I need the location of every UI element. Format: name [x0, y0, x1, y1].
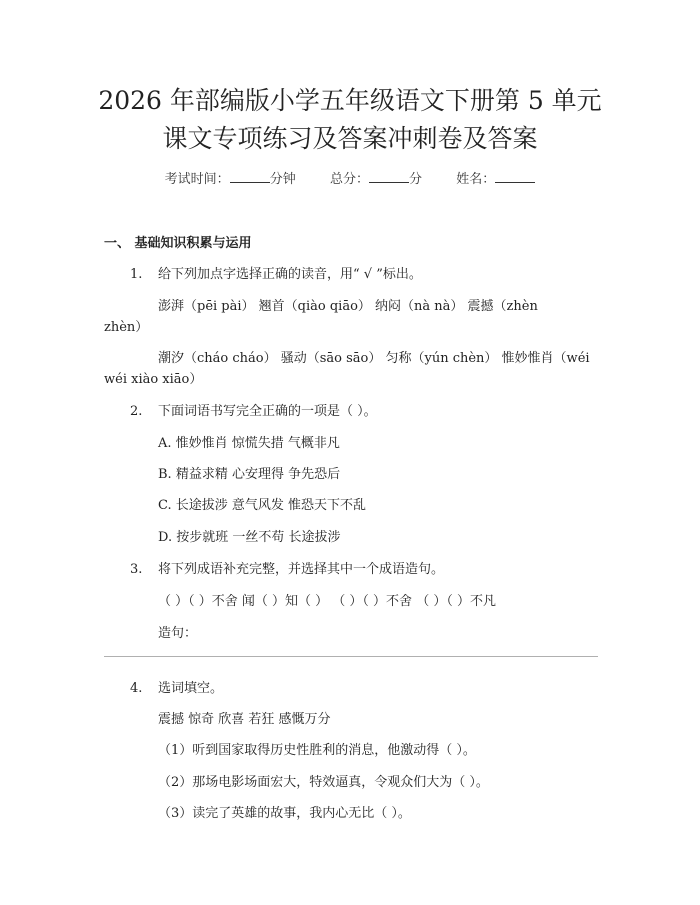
document-title-line-2: 课文专项练习及答案冲刺卷及答案 — [162, 124, 538, 153]
divider — [104, 656, 598, 657]
question-text: 将下列成语补充完整，并选择其中一个成语造句。 — [158, 562, 445, 577]
time-label: 考试时间： — [164, 172, 230, 187]
fill-sentence-1: （1）听到国家取得历史性胜利的消息，他激动得（ ）。 — [158, 743, 476, 758]
question-number: 3. — [130, 562, 143, 577]
idiom-blanks: （ ）（ ）不舍 闻（ ）知（ ） （ ）（ ）不舍 （ ）（ ）不凡 — [158, 594, 496, 609]
document-title-line-1: 2026 年部编版小学五年级语文下册第 5 单元 — [98, 86, 602, 115]
question-number: 4. — [130, 681, 143, 696]
name-label: 姓名： — [456, 172, 496, 187]
question-4 — [130, 677, 223, 696]
question-text: 给下列加点字选择正确的读音，用“ √ ”标出。 — [158, 267, 422, 282]
section-heading: 一、 基础知识积累与运用 — [104, 236, 252, 251]
pinyin-row-1b: zhèn） — [104, 320, 149, 335]
sentence-label: 造句： — [158, 626, 198, 641]
question-number: 2. — [130, 404, 143, 419]
option-c: C. 长途拔涉 意气风发 惟恐天下不乱 — [158, 498, 367, 513]
score-unit: 分 — [409, 172, 423, 187]
option-d: D. 按步就班 一丝不苟 长途拔涉 — [158, 530, 341, 545]
option-b: B. 精益求精 心安理得 争先恐后 — [158, 467, 341, 482]
question-text: 下面词语书写完全正确的一项是（ ）。 — [158, 404, 377, 419]
option-a: A. 惟妙惟肖 惊慌失措 气概非凡 — [158, 436, 340, 451]
question-1 — [130, 263, 422, 282]
word-bank: 震撼 惊奇 欣喜 若狂 感慨万分 — [158, 712, 331, 727]
fill-sentence-3: （3）读完了英雄的故事，我内心无比（ ）。 — [158, 806, 411, 821]
score-blank — [369, 170, 409, 183]
question-number: 1. — [130, 267, 143, 282]
pinyin-row-2a: 潮汐（cháo cháo） 骚动（sāo sāo） 匀称（yún chèn） 惟妙惟肖（wéi — [158, 351, 590, 366]
time-unit: 分钟 — [269, 172, 296, 187]
exam-meta — [0, 168, 700, 187]
score-label: 总分： — [329, 172, 369, 187]
question-3 — [130, 558, 444, 577]
pinyin-row-1a: 澎湃（pēi pài） 翘首（qiào qiāo） 纳闷（nà nà） 震撼（zhèn — [158, 299, 538, 314]
fill-sentence-2: （2）那场电影场面宏大，特效逼真，令观众们大为（ ）。 — [158, 775, 489, 790]
time-blank — [230, 170, 270, 183]
question-text: 选词填空。 — [158, 681, 224, 696]
question-2 — [130, 400, 377, 419]
name-blank — [495, 170, 535, 183]
pinyin-row-2b: wéi xiào xiāo） — [104, 372, 203, 387]
